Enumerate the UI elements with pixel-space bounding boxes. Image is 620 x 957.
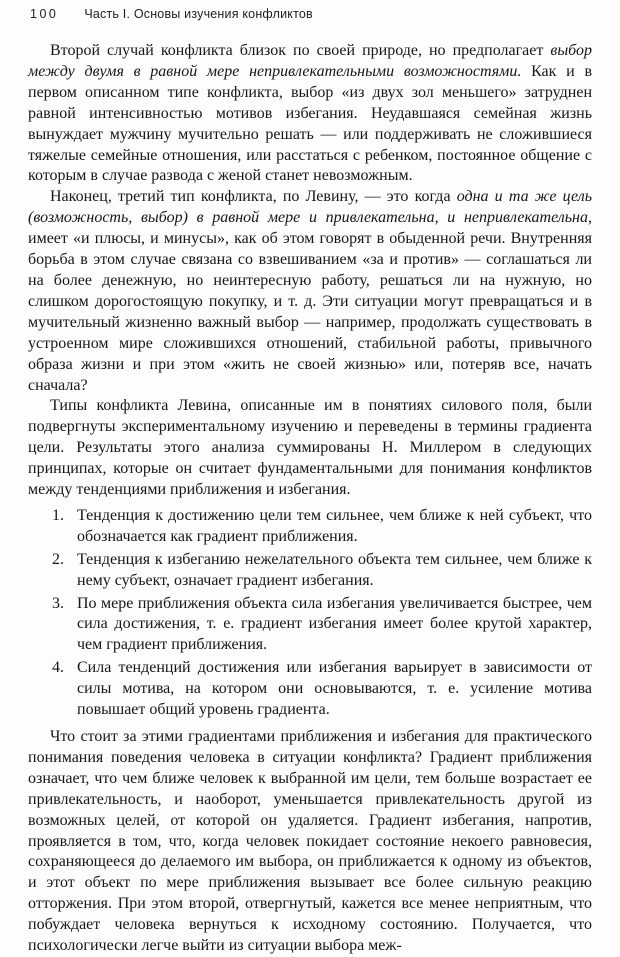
list-item xyxy=(52,506,592,548)
list-item-text: По мере приближения объекта сила избегания увеличивается быстрее, чем сила достижения, т. е. градиент избегания имеет более крутой характер, чем градиент приближения. xyxy=(77,594,592,654)
list-item-text: Тенденция к избеганию нежелательного объекта тем сильнее, чем ближе к нему субъект, означает градиент избегания. xyxy=(77,550,592,589)
text-run: Типы конфликта Левина, описанные им в понятиях силового поля, были подвергнуты экспериментальному изучению и переведены в термины градиента цели. Результаты этого анализа суммированы Н. Миллером в следующих принципах, которые он считает фундаментальными для понимания конфликтов между тенденциями приближения и избегания. xyxy=(28,397,592,499)
list-item-number: 3. xyxy=(52,594,64,612)
list-item-number: 2. xyxy=(52,550,64,568)
paragraph-gradients-explanation xyxy=(28,727,592,957)
list-item xyxy=(52,594,592,657)
paragraph-second-conflict-type xyxy=(28,41,592,187)
list-item-text: Тенденция к достижению цели тем сильнее, чем ближе к ней субъект, что обозначается как градиент приближения. xyxy=(77,506,592,545)
text-run-italic: выбор между двумя в равной мере непривлекательными возможностями. xyxy=(28,42,592,80)
text-run: Наконец, третий тип конфликта, по Левину, — это когда xyxy=(50,188,457,206)
list-item-number: 4. xyxy=(52,659,64,677)
paragraph-third-conflict-type xyxy=(28,187,592,396)
text-run: имеет «и плюсы, и минусы», как об этом говорят в обыденной речи. Внутренняя борьба в этом случае связана со взвешиванием «за и против» — соглашаться ли на более денежную, но неинтересную работу, решаться ли на нужную, но слишком дорогостоящую покупку, и т. д. Эти ситуации могут превращаться и в мучительный жизненно важный выбор — например, продолжать существовать в устроенном мире сложившихся отношений, стабильной работы, привычного образа жизни и при этом «жить не своей жизнью» или, потеряв все, начать сначала? xyxy=(28,230,592,394)
page-number: 100 xyxy=(30,7,59,21)
list-item xyxy=(52,658,592,721)
running-head-title: Часть I. Основы изучения конфликтов xyxy=(84,7,313,21)
paragraph-lewin-miller-intro xyxy=(28,396,592,501)
text-run: Второй случай конфликта близок по своей природе, но предполагает xyxy=(50,42,551,59)
text-run: Как и в первом описанном типе конфликта, выбор «из двух зол меньшего» затруднен равной интенсивностью мотивов избегания. Неудавшаяся семейная жизнь вынуждает мужчину мучительно решать — или поддерживать не сложившиеся тяжелые семейные отношения, или расстаться с ребенком, постоянное общение с которым в случае развода с женой станет невозможным. xyxy=(28,62,593,185)
text-run-italic: одна и та же цель (возможность, выбор) в равной мере и привлекательна, и непривлекательна, xyxy=(28,188,593,227)
list-item xyxy=(52,550,592,592)
text-run: Что стоит за этими градиентами приближения и избегания для практического понимания поведения человека в ситуации конфликта? Градиент приближения означает, что чем ближе человек к выбранной им цели, тем больше возрастает ее привлекательность, и наоборот, уменьшается привлекательность другой из возможных целей, от которой он удаляется. Градиент избегания, напротив, проявляется в том, что, когда человек покидает состояние некоего равновесия, сохраняющееся до делаемого им выбора, он приближается к одному из объектов, и этот объект по мере приближения вызывает все более сильную реакцию отторжения. При этом второй, отвергнутый, кажется все менее неприятным, что побуждает человека вернуться к исходному состоянию. Получается, что психологически легче выйти из ситуации выбора меж- xyxy=(28,728,592,955)
list-item-number: 1. xyxy=(52,506,64,524)
page-body xyxy=(28,41,592,957)
list-item-text: Сила тенденций достижения или избегания варьирует в зависимости от силы мотива, на котором они основываются, т. е. усиление мотива повышает общий уровень градиента. xyxy=(77,659,592,719)
page-header xyxy=(28,7,592,21)
principles-list xyxy=(28,506,592,721)
